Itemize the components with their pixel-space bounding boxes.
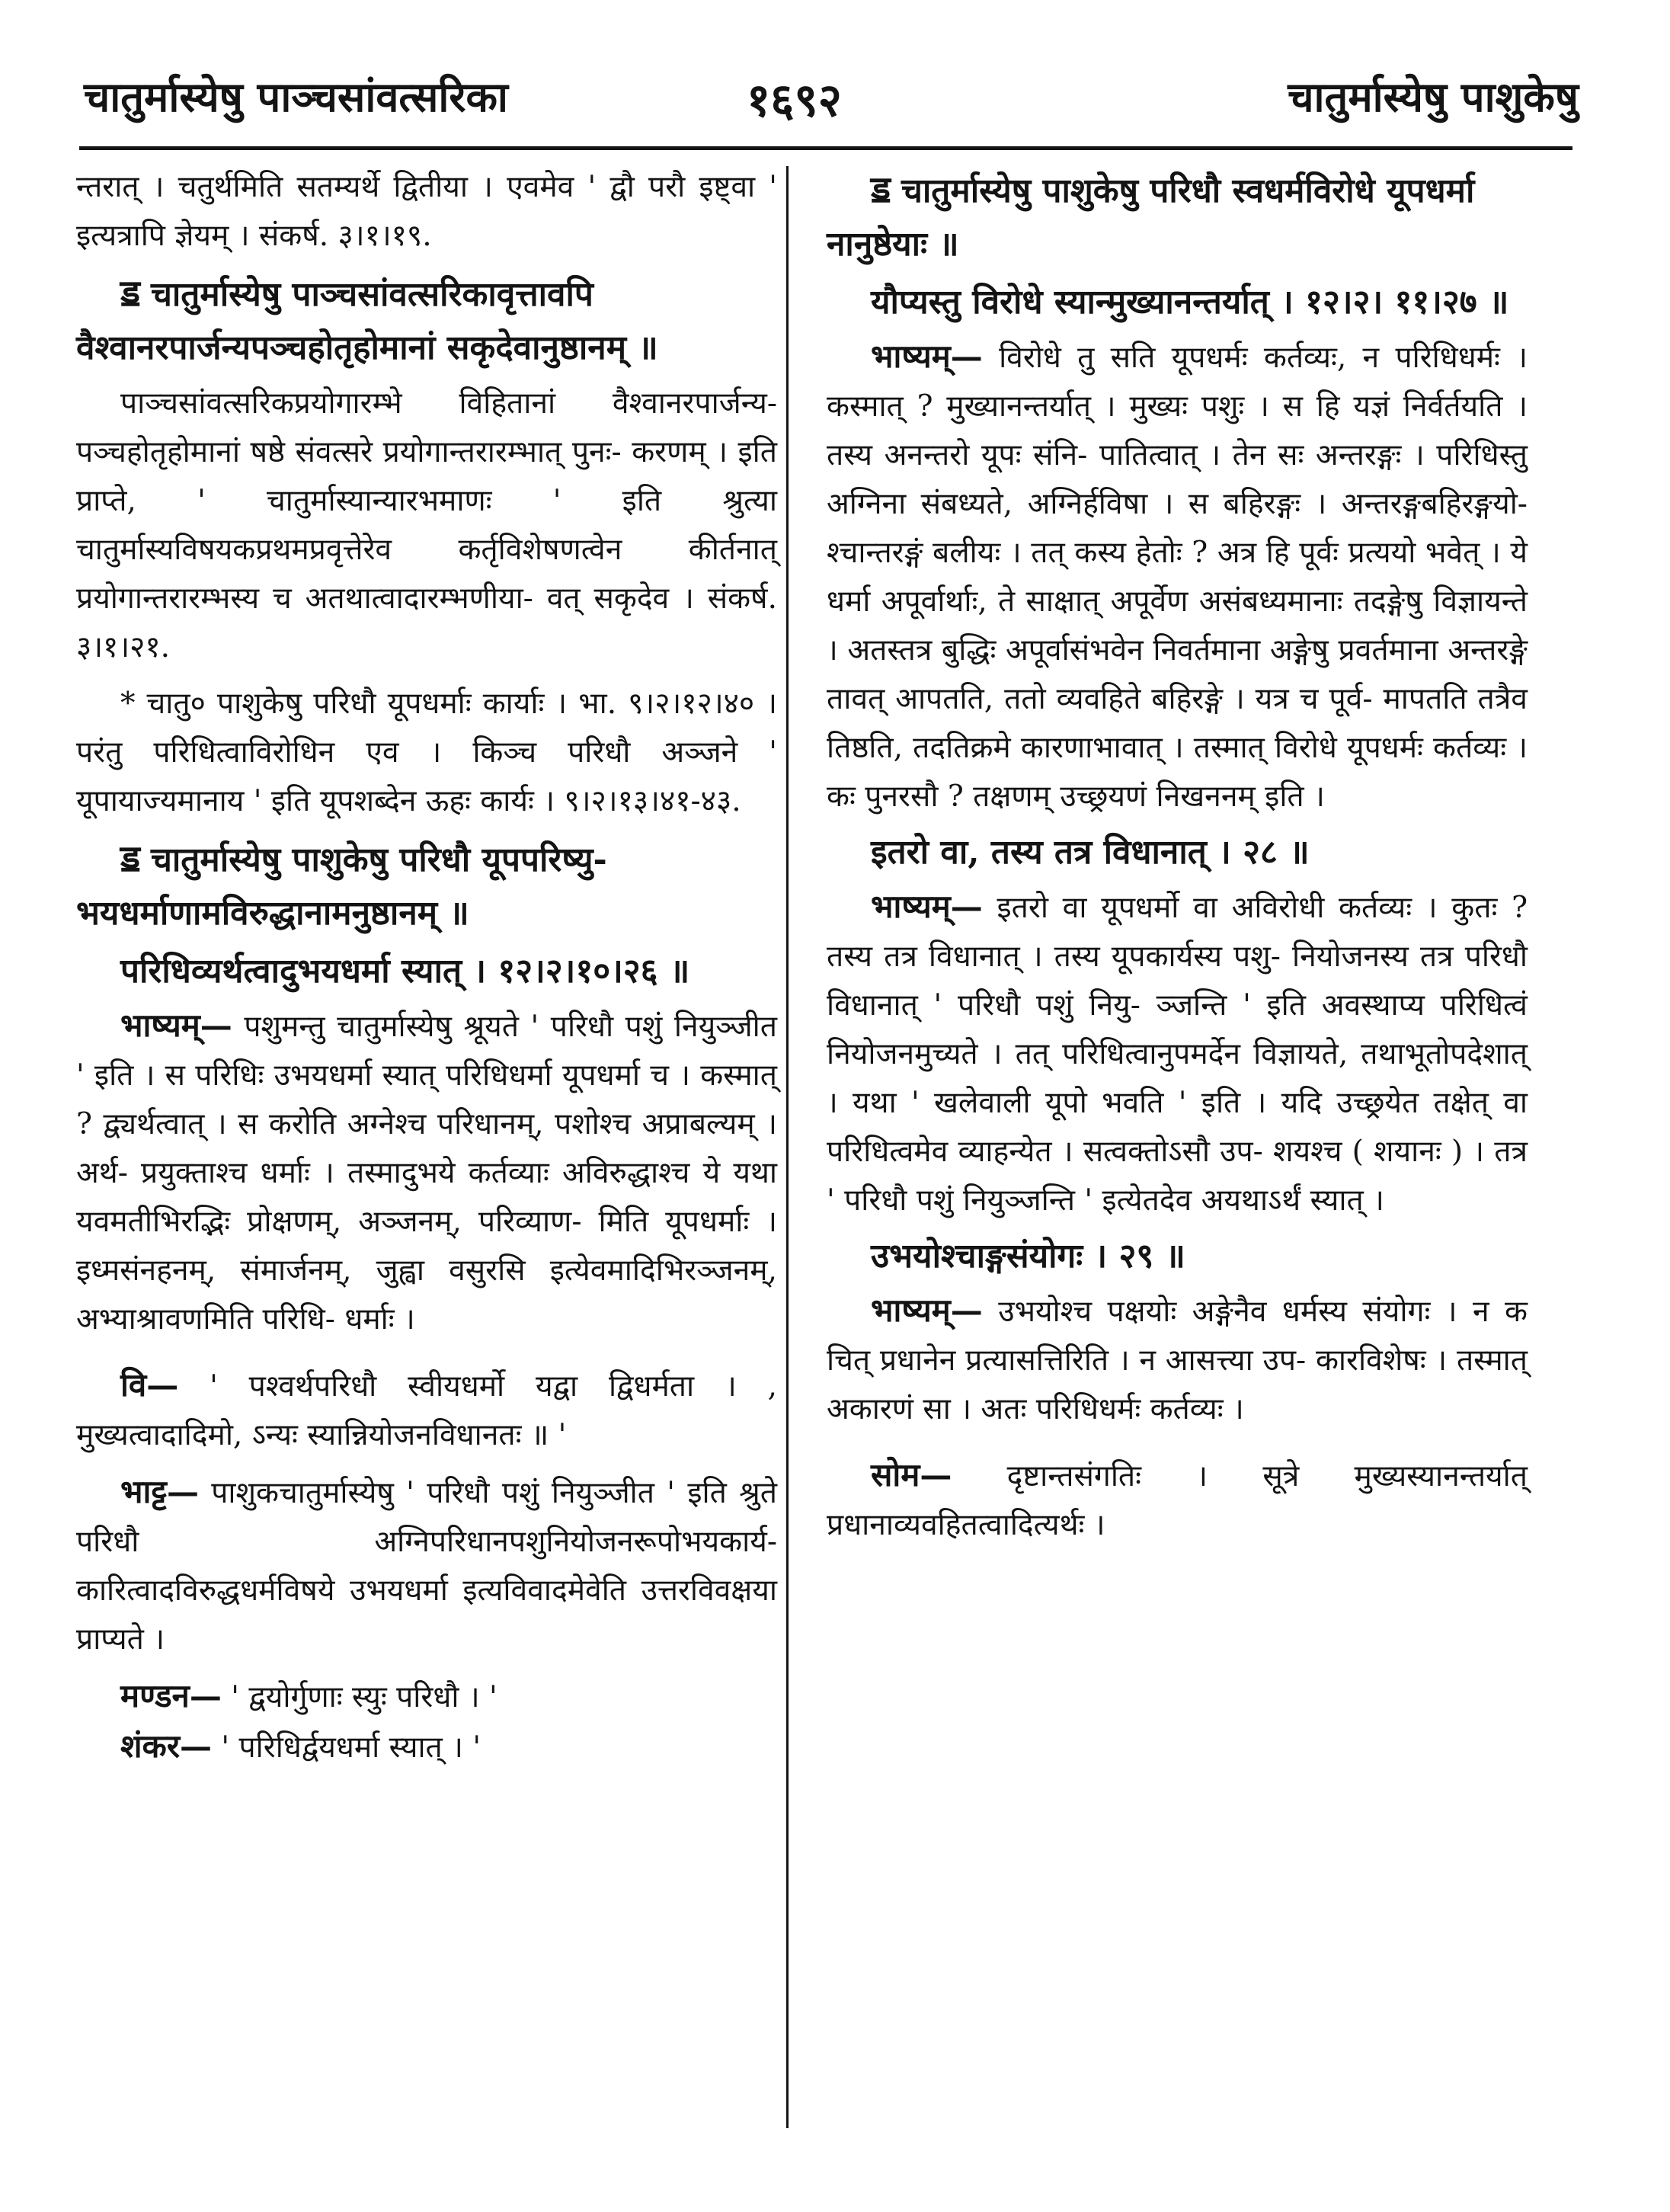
section-heading-text: चातुर्मास्येषु पाशुकेषु परिधौ स्वधर्मविरोधे यूपधर्मा नानुष्ठेयाः ॥ [827,171,1475,264]
section-mark-icon: ॾ [871,168,891,211]
commentary-label: भाट्ट— [120,1473,199,1510]
bhashya-text: पशुमन्तु चातुर्मास्येषु श्रूयते ' परिधौ पशुं नियुञ्जीत ' इति । स परिधिः उभयधर्मा स्यात् परिधिधर्मा यूपधर्मा च । कस्मात् ? द्व्यर्थत्वात् । स करोति अग्नेश्च परिधानम्, पशोश्च अप्राबल्यम् । अर्थ- प्रयुक्ताश्च धर्माः । तस्मादुभये कर्तव्याः अविरुद्धाश्च ये यथा यवमतीभिरद्भिः प्रोक्षणम्, अञ्जनम्, परिव्याण- मिति यूपधर्माः । इध्मसंनहनम्, संमार्जनम्, जुह्वा वसुरसि इत्येवमादिभिरञ्जनम्, अभ्याश्रावणमिति परिधि- धर्माः । [76,1010,777,1336]
bhashya-paragraph [827,882,1528,1225]
sutra: यौप्यस्तु विरोधे स्यान्मुख्यानन्तर्यात् । १२।२। ११।२७ ॥ [871,283,1509,322]
left-column [76,163,777,1772]
section-mark-icon: ॾ [120,837,140,880]
bhashya-label: भाष्यम्— [120,1007,232,1044]
commentary-label: मण्डन— [120,1677,222,1714]
commentary-bhatta [76,1468,777,1664]
bhashya-paragraph [827,1286,1528,1434]
section-heading-text: चातुर्मास्येषु पाञ्चसांवत्सरिकावृत्तावपि वैश्वानरपार्जन्यपञ्चहोतृहोमानां सकृदेवानुष्ठानम् ॥ [76,275,658,367]
section-mark-icon: ॾ [120,272,140,315]
commentary-label: वि— [120,1366,179,1404]
commentary-text: दृष्टान्तसंगतिः । सूत्रे मुख्यस्यानन्तर्यात् प्रधानाव्यवहितत्वादित्यर्थः । [827,1459,1528,1542]
section-heading-text: चातुर्मास्येषु पाशुकेषु परिधौ यूपपरिष्यु- भयधर्माणामविरुद्धानामनुष्ठानम् ॥ [76,840,607,933]
bhashya-label: भाष्यम्— [871,888,983,925]
paragraph-continuation: न्तरात् । चतुर्थमिति सतम्यर्थे द्वितीया । एवमेव ' द्वौ परौ इष्ट्वा ' इत्यत्रापि ज्ञेयम् । संकर्ष. ३।१।१९. [76,170,777,253]
bhashya-paragraph [827,332,1528,821]
commentary-shankara [76,1722,777,1772]
bhashya-text: विरोधे तु सति यूपधर्मः कर्तव्यः, न परिधिधर्मः । कस्मात् ? मुख्यानन्तर्यात् । मुख्यः पशुः । स हि यज्ञं निर्वर्तयति । तस्य अनन्तरो यूपः संनि- पातित्वात् । तेन सः अन्तरङ्गः । परिधिस्तु अग्निना संबध्यते, अग्निर्हविषा । स बहिरङ्गः । अन्तरङ्गबहिरङ्गयो- श्चान्तरङ्गं बलीयः । तत् कस्य हेतोः ? अत्र हि पूर्वः प्रत्ययो भवेत् । ये धर्मा अपूर्वार्थाः, ते साक्षात् अपूर्वेण असंबध्यमानाः तदङ्गेषु विज्ञायन्ते । अतस्तत्र बुद्धिः अपूर्वासंभवेन निवर्तमाना अङ्गेषु प्रवर्तमाना अन्तरङ्गे तावत् आपतति, ततो व्यवहिते बहिरङ्गे । यत्र च पूर्व- मापतति तत्रैव तिष्ठति, तदतिक्रमे कारणाभावात् । तस्मात् विरोधे यूपधर्मः कर्तव्यः । कः पुनरसौ ? तक्षणम् उच्छ्रयणं निखननम् इति । [827,341,1528,814]
paragraph-note: * चातु० पाशुकेषु परिधौ यूपधर्माः कार्याः । भा. ९।२।१२।४० । परंतु परिधित्वाविरोधिन एव । किञ्च परिधौ अञ्जने ' यूपायाज्यमानाय ' इति यूपशब्देन ऊहः कार्यः । ९।२।१३।४१-४३. [76,687,777,818]
sutra: परिधिव्यर्थत्वादुभयधर्मा स्यात् । १२।२।१०।२६ ॥ [120,952,690,991]
commentary-text: ' परिधिर्द्वयधर्मा स्यात् । ' [221,1730,481,1765]
commentary-label: शंकर— [120,1727,212,1765]
commentary-text: पाशुकचातुर्मास्येषु ' परिधौ पशुं नियुञ्जीत ' इति श्रुते परिधौ अग्निपरिधानपशुनियोजनरूपोभयकार्य- कारित्वादविरुद्धधर्मविषये उभयधर्मा इत्यविवादमेवेति उत्तरविवक्षया प्राप्यते । [76,1476,777,1657]
bhashya-label: भाष्यम्— [871,1292,983,1329]
commentary-text: ' पश्वर्थपरिधौ स्वीयधर्मो यद्वा द्विधर्मता । , मुख्यत्वादादिमो, ऽन्यः स्यान्नियोजनविधानतः ॥ ' [76,1369,777,1452]
sutra: इतरो वा, तस्य तत्र विधानात् । २८ ॥ [871,833,1310,872]
bhashya-text: इतरो वा यूपधर्मो वा अविरोधी कर्तव्यः । कुतः ? तस्य तत्र विधानात् । तस्य यूपकार्यस्य पशु- नियोजनस्य तत्र परिधौ विधानात् ' परिधौ पशुं नियु- ञ्जन्ति ' इति अवस्थाप्य परिधित्वं नियोजनमुच्यते । तत् परिधित्वानुपमर्देन विज्ञायते, तथाभूतोपदेशात् । यथा ' खलेवाली यूपो भवति ' इति । यदि उच्छ्रयेत तक्षेत् वा परिधित्वमेव व्याहन्येत । सत्वक्तोऽसौ उप- शयश्च ( शयानः ) । तत्र ' परिधौ पशुं नियुञ्जन्ति ' इत्येतदेव अयथाऽर्थं स्यात् । [827,891,1528,1218]
section-heading [76,267,777,375]
right-column [827,163,1528,1550]
page-number: १६९२ [747,74,842,127]
bhashya-paragraph [76,1001,777,1344]
commentary-vi [76,1361,777,1460]
section-heading [76,832,777,940]
section-heading [827,163,1528,271]
sutra: उभयोश्चाङ्गसंयोगः । २९ ॥ [871,1237,1185,1276]
commentary-mandana [76,1672,777,1722]
running-header-right: चातुर्मास्येषु पाशुकेषु [1288,72,1579,121]
column-divider [786,166,789,2128]
commentary-label: सोम— [871,1456,952,1493]
header-rule [79,146,1572,150]
running-header-left: चातुर्मास्येषु पाञ्चसांवत्सरिका [84,72,508,121]
paragraph: पाञ्चसांवत्सरिकप्रयोगारम्भे विहितानां वैश्वानरपार्जन्य- पञ्चहोतृहोमानां षष्ठे संवत्सरे प्रयोगान्तरारम्भात् पुनः- करणम् । इति प्राप्ते, ' चातुर्मास्यान्यारभमाणः ' इति श्रुत्या चातुर्मास्यविषयकप्रथमप्रवृत्तेरेव कर्तृविशेषणत्वेन कीर्तनात् प्रयोगान्तरारम्भस्य च अतथात्वादारम्भणीया- वत् सकृदेव । संकर्ष. ३।१।२१. [76,386,777,664]
bhashya-label: भाष्यम्— [871,338,983,375]
commentary-soma [827,1451,1528,1550]
commentary-text: ' द्वयोर्गुणाः स्युः परिधौ । ' [231,1680,497,1714]
bhashya-text: उभयोश्च पक्षयोः अङ्गेनैव धर्मस्य संयोगः । न क चित् प्रधानेन प्रत्यासत्तिरिति । न आसत्त्या उप- कारविशेषः । तस्मात् अकारणं सा । अतः परिधिधर्मः कर्तव्यः । [827,1295,1528,1426]
